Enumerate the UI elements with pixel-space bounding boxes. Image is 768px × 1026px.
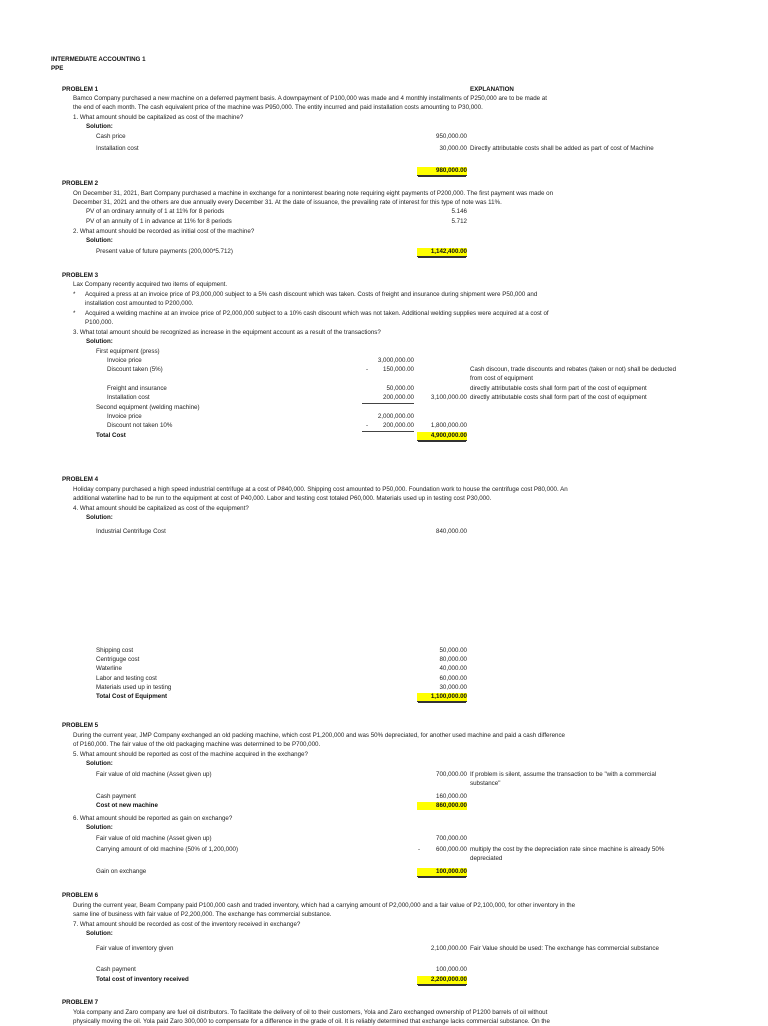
freight-label: Freight and insurance (107, 385, 167, 392)
solution-label: Solution: (86, 338, 113, 345)
invoice-price-2-value: 2,000,000.00 (377, 413, 414, 420)
problem-6-title: PROBLEM 6 (62, 892, 99, 899)
discount-taken-value: 150,000.00 (383, 366, 414, 373)
pv-future-payments-label: Present value of future payments (200,000*5.712) (96, 248, 233, 255)
problem-7-text-line-1: Yola company and Zaro company are fuel oil distributors. To facilitate the delivery of oil to their customers, Yola and Zaro exchanged ownership of P1200 barrels of oil without (73, 1009, 548, 1016)
solution-label: Solution: (86, 930, 113, 937)
solution-label: Solution: (86, 514, 113, 521)
cash-price-value: 950,000.00 (436, 133, 467, 140)
total-inventory-label: Total cost of inventory received (96, 976, 189, 983)
invoice-price-2-label: Invoice price (107, 413, 142, 420)
pv-annuity-advance-label: PV of an annuity of 1 in advance at 11% for 8 periods (86, 218, 232, 225)
installation-note: directly attributable costs shall form part of the cost of equipment (470, 394, 647, 401)
discount-note-line-1: Cash discoun, trade discounts and rebates (taken or not) shall be deducted (470, 366, 677, 373)
shipping-cost-label: Shipping cost (96, 647, 134, 654)
pv-annuity-advance-value: 5.712 (451, 218, 467, 225)
installation-cost-value: 30,000.00 (439, 145, 467, 152)
cost-new-machine-label: Cost ot new machine (96, 802, 158, 809)
solution-label: Solution: (86, 123, 113, 130)
problem-6-text-line-1: During the current year, Beam Company paid P100,000 cash and traded inventory, which had a carrying amount of P2,000,000 and a fair value of P2,100,000, for other inventory in the (73, 902, 576, 909)
installation-value: 200,000.00 (383, 394, 414, 401)
centrifuge-cost-label: Industrial Centrifuge Cost (96, 528, 166, 535)
explanation-header: EXPLANATION (470, 86, 514, 93)
pv-ordinary-annuity-value: 5.146 (451, 208, 467, 215)
problem-2-title: PROBLEM 2 (62, 180, 99, 187)
bullet-mark: * (73, 291, 76, 298)
shipping-cost-value: 50,000.00 (439, 647, 467, 654)
problem-2-total: 1,142,400.00 (417, 248, 467, 257)
problem-3-title: PROBLEM 3 (62, 272, 99, 279)
waterline-label: Waterline (96, 665, 122, 672)
depreciation-note-line-2: depreciated (470, 855, 503, 862)
discount-not-taken-value: 200,000.00 (383, 422, 414, 429)
problem-2-text-line-2: December 31, 2021 and the others are due annually every December 31. At the date of issuance, the prevailing rate of interest for this type of note was 11%. (73, 199, 502, 206)
gain-on-exchange-label: Gain on exchange (96, 868, 147, 875)
problem-1-text-line-2: the end of each month. The cash equivalent price of the machine was P950,000. The entity incurred and paid installation costs amounting to P30,000. (73, 104, 483, 111)
problem-4-text-line-1: Holiday company purchased a high speed industrial centrifuge at a cost of P840,000. Shipping cost amounted to P50,000. Foundation work to house the centrifuge cost P80,000. An (73, 486, 568, 493)
invoice-price-value: 3,000,000.00 (377, 357, 414, 364)
solution-label: Solution: (86, 237, 113, 244)
problem-1-text-line-1: Bamco Company purchased a new machine on a deferred payment basis. A downpayment of P100,000 was made and 4 monthly installments of P250,000 are to be made at (73, 95, 547, 102)
discount-not-taken-label: Discount not taken 10% (107, 422, 173, 429)
commercial-substance-note-line-2: substance" (470, 780, 501, 787)
freight-value: 50,000.00 (386, 385, 414, 392)
foundation-cost-value: 80,000.00 (439, 656, 467, 663)
bullet-1-line-1: Acquired a press at an invoice price of P3,000,000 subject to a 5% cash discount which was taken. Costs of freight and insurance during shipment were P50,000 and (85, 291, 538, 298)
cash-price-label: Cash price (96, 133, 126, 140)
cash-payment-label: Cash payment (96, 966, 136, 973)
pv-ordinary-annuity-label: PV of an ordinary annuity of 1 at 11% for 8 periods (86, 208, 225, 215)
cash-payment-value: 160,000.00 (436, 793, 467, 800)
invoice-price-label: Invoice price (107, 357, 142, 364)
labor-testing-label: Labor and testing cost (96, 675, 157, 682)
foundation-cost-label: Centriguge cost (96, 656, 140, 663)
centrifuge-cost-value: 840,000.00 (436, 528, 467, 535)
problem-7-title: PROBLEM 7 (62, 999, 99, 1006)
question-6: 6. What amount should be reported as gain on exchange? (73, 815, 233, 822)
fair-value-old-machine-value: 700,000.00 (436, 771, 467, 778)
installation-cost-label: Installation cost (96, 145, 139, 152)
carrying-amount-value: 600,000.00 (436, 846, 467, 853)
problem-6-text-line-2: same line of business with fair value of P2,200,000. The exchange has commercial substance. (73, 911, 332, 918)
second-equipment-label: Second equipment (welding machine) (96, 404, 200, 411)
total-equipment-label: Total Cost of Equipment (96, 693, 168, 700)
solution-label: Solution: (86, 760, 113, 767)
solution-label: Solution: (86, 824, 113, 831)
problem-4-total: 1,100,000.00 (417, 693, 467, 702)
installation-label: Installation cost (107, 394, 150, 401)
subtotal-rule (362, 403, 414, 404)
total-cost-label: Total Cost (96, 432, 126, 439)
gain-on-exchange-total: 100,000.00 (417, 868, 467, 877)
commercial-substance-note-line-1: If problem is silent, assume the transaction to be "with a commercial (470, 771, 657, 778)
cash-payment-label: Cash payment (96, 793, 136, 800)
bullet-1-line-2: installation cost amounted to P200,000. (85, 300, 194, 307)
freight-note: directly attributable costs shall form part of the cost of equipment (470, 385, 647, 392)
bullet-2-line-2: P100,000. (85, 319, 114, 326)
course-title: INTERMEDIATE ACCOUNTING 1 (51, 56, 146, 63)
problem-6-total: 2,200,000.00 (417, 976, 467, 985)
problem-3-total: 4,900,000.00 (417, 432, 467, 441)
minus-sign: - (366, 366, 369, 373)
discount-taken-label: Discount taken (5%) (107, 366, 163, 373)
problem-5-text-line-2: of P160,000. The fair value of the old packaging machine was determined to be P700,000. (73, 741, 321, 748)
problem-5-text-line-1: During the current year, JMP Company exchanged an old packing machine, which cost P1,200,000 and was 50% depreciated, for another used machine and paid a cash difference (73, 732, 565, 739)
problem-1-title: PROBLEM 1 (62, 86, 99, 93)
discount-note-line-2: from cost of equipment (470, 375, 533, 382)
subtotal-rule (362, 431, 414, 432)
problem-4-text-line-2: additional waterline had to be run to the equipment at cost of P40,000. Labor and testing cost totaled P60,000. Materials used up in testing cost P30,000. (73, 495, 492, 502)
fair-value-old-machine-2-label: Fair value of old machine (Asset given up) (96, 835, 212, 842)
problem-5-title: PROBLEM 5 (62, 722, 99, 729)
materials-testing-value: 30,000.00 (439, 684, 467, 691)
bullet-mark: * (73, 310, 76, 317)
waterline-value: 40,000.00 (439, 665, 467, 672)
fair-value-inventory-value: 2,100,000.00 (430, 945, 467, 952)
minus-sign: - (418, 846, 421, 853)
problem-7-text-line-2: physically moving the oil. Yola paid Zaro 300,000 to compensate for a difference in the grade of oil. It is reliably determined that exchange lacks commercial substance. On the (73, 1018, 550, 1025)
labor-testing-value: 60,000.00 (439, 675, 467, 682)
cost-new-machine-total: 860,000.00 (417, 802, 467, 810)
question-2: 2. What amount should be recorded as initial cost of the machine? (73, 228, 255, 235)
question-1: 1. What amount should be capitalized as cost of the machine? (73, 114, 244, 121)
depreciation-note-line-1: multiply the cost by the depreciation rate since machine is already 50% (470, 846, 665, 853)
question-3: 3. What total amount should be recognized as increase in the equipment account as a result of the transactions? (73, 329, 381, 336)
carrying-amount-label: Carrying amount of old machine (50% of 1,200,000) (96, 846, 239, 853)
problem-2-text-line-1: On December 31, 2021, Bart Company purchased a machine in exchange for a noninterest bearing note requiring eight payments of P200,000. The first payment was made on (73, 190, 554, 197)
bullet-2-line-1: Acquired a welding machine at an invoice price of P2,000,000 subject to a 10% cash discount which was not taken. Additional welding supplies were acquired at a cost of (85, 310, 549, 317)
topic-title: PPE (51, 65, 64, 72)
fair-value-inventory-label: Fair value of inventory given (96, 945, 174, 952)
problem-1-total: 980,000.00 (417, 167, 467, 176)
question-5: 5. What amount should be reported as cost of the machine acquired in the exchange? (73, 751, 308, 758)
fair-value-old-machine-label: Fair value of old machine (Asset given up) (96, 771, 212, 778)
problem-3-intro: Lax Company recently acquired two items of equipment. (73, 281, 228, 288)
fair-value-old-machine-2-value: 700,000.00 (436, 835, 467, 842)
first-equipment-label: First equipment (press) (96, 348, 160, 355)
question-4: 4. What amount should be capitalized as cost of the equipment? (73, 505, 249, 512)
second-equipment-subtotal: 1,800,000.00 (430, 422, 467, 429)
minus-sign: - (366, 422, 369, 429)
cash-payment-value: 100,000.00 (436, 966, 467, 973)
fair-value-note: Fair Value should be used: The exchange has commercial substance (470, 945, 659, 952)
installation-cost-note: Directly attributable costs shall be added as part of cost of Machine (470, 145, 654, 152)
question-7: 7. What amount should be recorded as cost of the inventory received in exchange? (73, 921, 301, 928)
problem-4-title: PROBLEM 4 (62, 476, 99, 483)
first-equipment-subtotal: 3,100,000.00 (430, 394, 467, 401)
materials-testing-label: Materials used up in testing (96, 684, 172, 691)
